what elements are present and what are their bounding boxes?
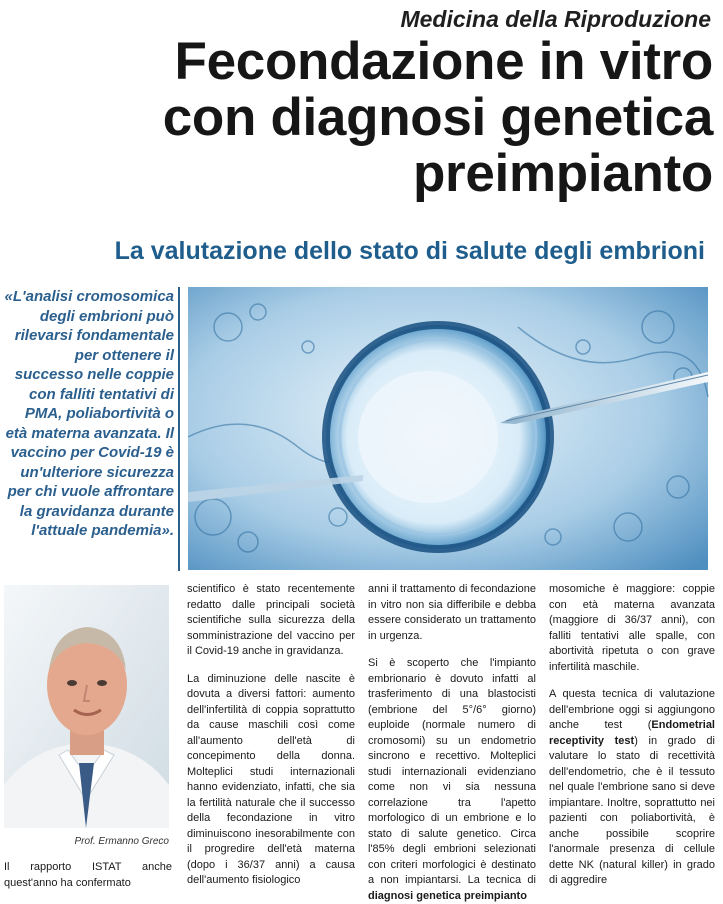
- pull-quote-rule: [178, 287, 180, 571]
- headline-line-2: con diagnosi genetica: [162, 88, 713, 147]
- pull-quote: «L'analisi cromosomica degli embrioni può rilevarsi fondamentale per ottenere il successo nelle coppie con falliti tentativi di PMA, poliabortività o età materna avanzata. Il vaccino per Covid-19 è un'ulteriore sicurezza per chi vuole affrontare la gravidanza durante l'attuale pandemia».: [4, 288, 174, 539]
- hero-image-ivf-microinjection: [188, 287, 708, 570]
- headline-line-3: preimpianto: [412, 144, 713, 203]
- headline: [8, 34, 713, 202]
- column-4: [549, 582, 715, 885]
- column-4-paragraph-1: mosomiche è maggiore: coppie con età materna avanzata (maggiore di 36/37 anni), con falliti tentativi alle spalle, con abortività ripetuta o con grave infertilità maschile.: [549, 583, 715, 673]
- column-1-paragraph: Il rapporto ISTAT anche quest'anno ha confermato: [4, 861, 172, 889]
- portrait-photo: [4, 585, 169, 828]
- column-3-bold-term: diagnosi genetica preimpianto: [368, 889, 527, 902]
- column-3-paragraph-2-text: Si è scoperto che l'impianto embrionario è dovuto infatti al trasferimento di una blastocisti (embrione del 5°/6° giorno) euploide (normale numero di cromosomi) su un endometrio sincrono e recettivo. Molteplici studi internazionali evidenziano come non vi sia nessuna correlazione tra l'apetto morfologico di un embrione e lo stato di salute genetico. Circa l'85% degli embrioni selezionati con criteri morfologici è destinato a non impiantarsi. La tecnica di: [368, 657, 536, 886]
- section-kicker: Medicina della Riproduzione: [400, 6, 711, 32]
- column-2-paragraph-2: La diminuzione delle nascite è dovuta a diversi fattori: aumento dell'infertilità di coppia soprattutto da cause maschili così come all'aumento dell'età di concepimento della donna. Molteplici studi internazionali hanno evidenziato, infatti, che sia la fertilità naturale che il successo della fecondazione in vitro diminuiscono inesorabilmente con il progredire dell'età materna (dopo i 36/37 anni) a causa dell'aumento fisiologico: [187, 672, 355, 886]
- column-1: [4, 860, 172, 903]
- column-4-bold-term: Endometrial receptivity test: [549, 719, 715, 747]
- column-3-paragraph-1: anni il trattamento di fecondazione in vitro non sia differibile e debba essere considerato un trattamento in urgenza.: [368, 583, 536, 642]
- column-4-paragraph-2: [549, 687, 715, 889]
- subheadline: La valutazione dello stato di salute degli embrioni: [114, 237, 705, 265]
- column-3-paragraph-2: [368, 656, 536, 904]
- column-4-paragraph-2-text-a: A questa tecnica di valutazione dell'embrione oggi si aggiungono anche test (: [549, 688, 715, 731]
- column-2: [187, 582, 355, 885]
- column-3: [368, 582, 536, 902]
- column-4-paragraph-2-text-b: ) in grado di valutare lo stato di recettività dell'endometrio, che è il tessuto nel quale l'embrione sano si deve impiantare. Inoltre, soprattutto nei pazienti con poliabortività, è anche possibile scoprire l'anormale presenza di cellule dette NK (natural killer) in grado di aggredire: [549, 734, 715, 886]
- headline-line-1: Fecondazione in vitro: [174, 32, 713, 91]
- photo-caption: Prof. Ermanno Greco: [74, 836, 169, 847]
- column-2-paragraph-1: scientifico è stato recentemente redatto dalle principali società scientifiche sulla sicurezza della somministrazione del vaccino per il Covid-19 anche in gravidanza.: [187, 583, 355, 657]
